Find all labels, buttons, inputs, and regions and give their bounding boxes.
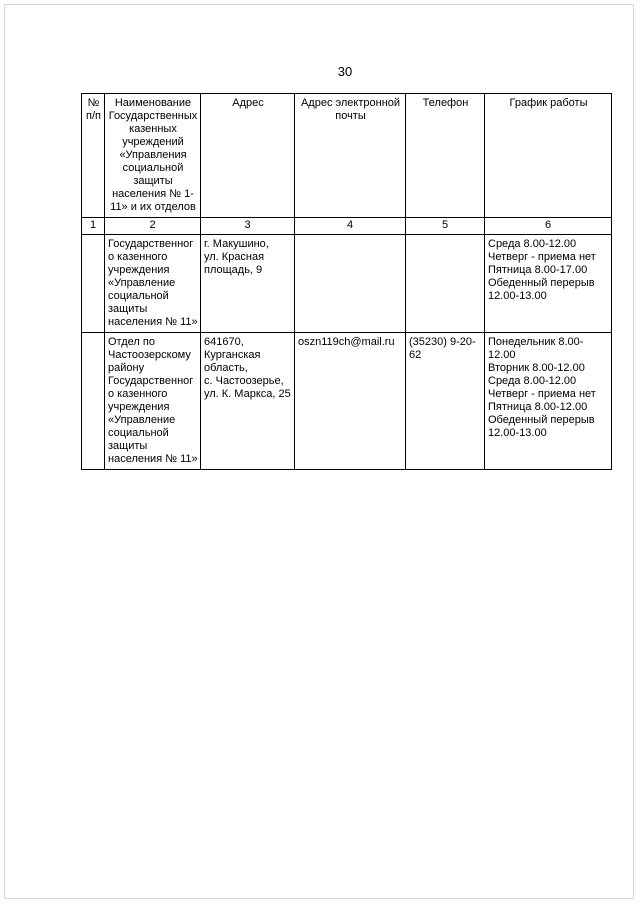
header-address: Адрес [201, 94, 295, 218]
row-phone: (35230) 9-20-62 [406, 333, 485, 470]
address-line: г. Макушино, [204, 238, 269, 250]
row-email [295, 235, 406, 333]
row-address [201, 333, 295, 470]
index-cell: 6 [485, 218, 612, 235]
address-line: с. Частоозерье, [204, 375, 284, 387]
index-cell: 2 [105, 218, 201, 235]
row-name: Отдел по Частоозерскому району Государственного казенного учреждения «Управление социальной защиты населения № 11» [105, 333, 201, 470]
schedule-line: Вторник 8.00-12.00 [488, 362, 585, 374]
header-schedule: График работы [485, 94, 612, 218]
address-line: ул. К. Маркса, 25 [204, 388, 291, 400]
table-header-row [82, 94, 612, 218]
schedule-line: Четверг - приема нет [488, 251, 596, 263]
schedule-line: Понедельник 8.00-12.00 [488, 336, 584, 361]
header-name: Наименование Государственных казенных учреждений «Управления социальной защиты населения № 1-11» и их отделов [105, 94, 201, 218]
header-phone: Телефон [406, 94, 485, 218]
address-line: 641670, [204, 336, 244, 348]
table-row [82, 235, 612, 333]
index-cell: 4 [295, 218, 406, 235]
row-phone [406, 235, 485, 333]
schedule-line: Пятница 8.00-17.00 [488, 264, 588, 276]
header-num: № п/п [82, 94, 105, 218]
row-schedule [485, 333, 612, 470]
index-cell: 1 [82, 218, 105, 235]
row-num [82, 333, 105, 470]
row-schedule [485, 235, 612, 333]
schedule-line: Среда 8.00-12.00 [488, 375, 577, 387]
page-number: 30 [337, 64, 353, 79]
column-index-row [82, 218, 612, 235]
row-num [82, 235, 105, 333]
institutions-table [81, 93, 612, 470]
row-name: Государственного казенного учреждения «Управление социальной защиты населения № 11» [105, 235, 201, 333]
address-line: ул. Красная площадь, 9 [204, 251, 265, 276]
index-cell: 3 [201, 218, 295, 235]
schedule-line: Обеденный перерыв 12.00-13.00 [488, 414, 595, 439]
header-email: Адрес электронной почты [295, 94, 406, 218]
row-address [201, 235, 295, 333]
schedule-line: Обеденный перерыв 12.00-13.00 [488, 277, 595, 302]
address-line: Курганская область, [204, 349, 261, 374]
schedule-line: Четверг - приема нет [488, 388, 596, 400]
row-email: oszn119ch@mail.ru [295, 333, 406, 470]
table-row [82, 333, 612, 470]
index-cell: 5 [406, 218, 485, 235]
schedule-line: Пятница 8.00-12.00 [488, 401, 588, 413]
schedule-line: Среда 8.00-12.00 [488, 238, 577, 250]
